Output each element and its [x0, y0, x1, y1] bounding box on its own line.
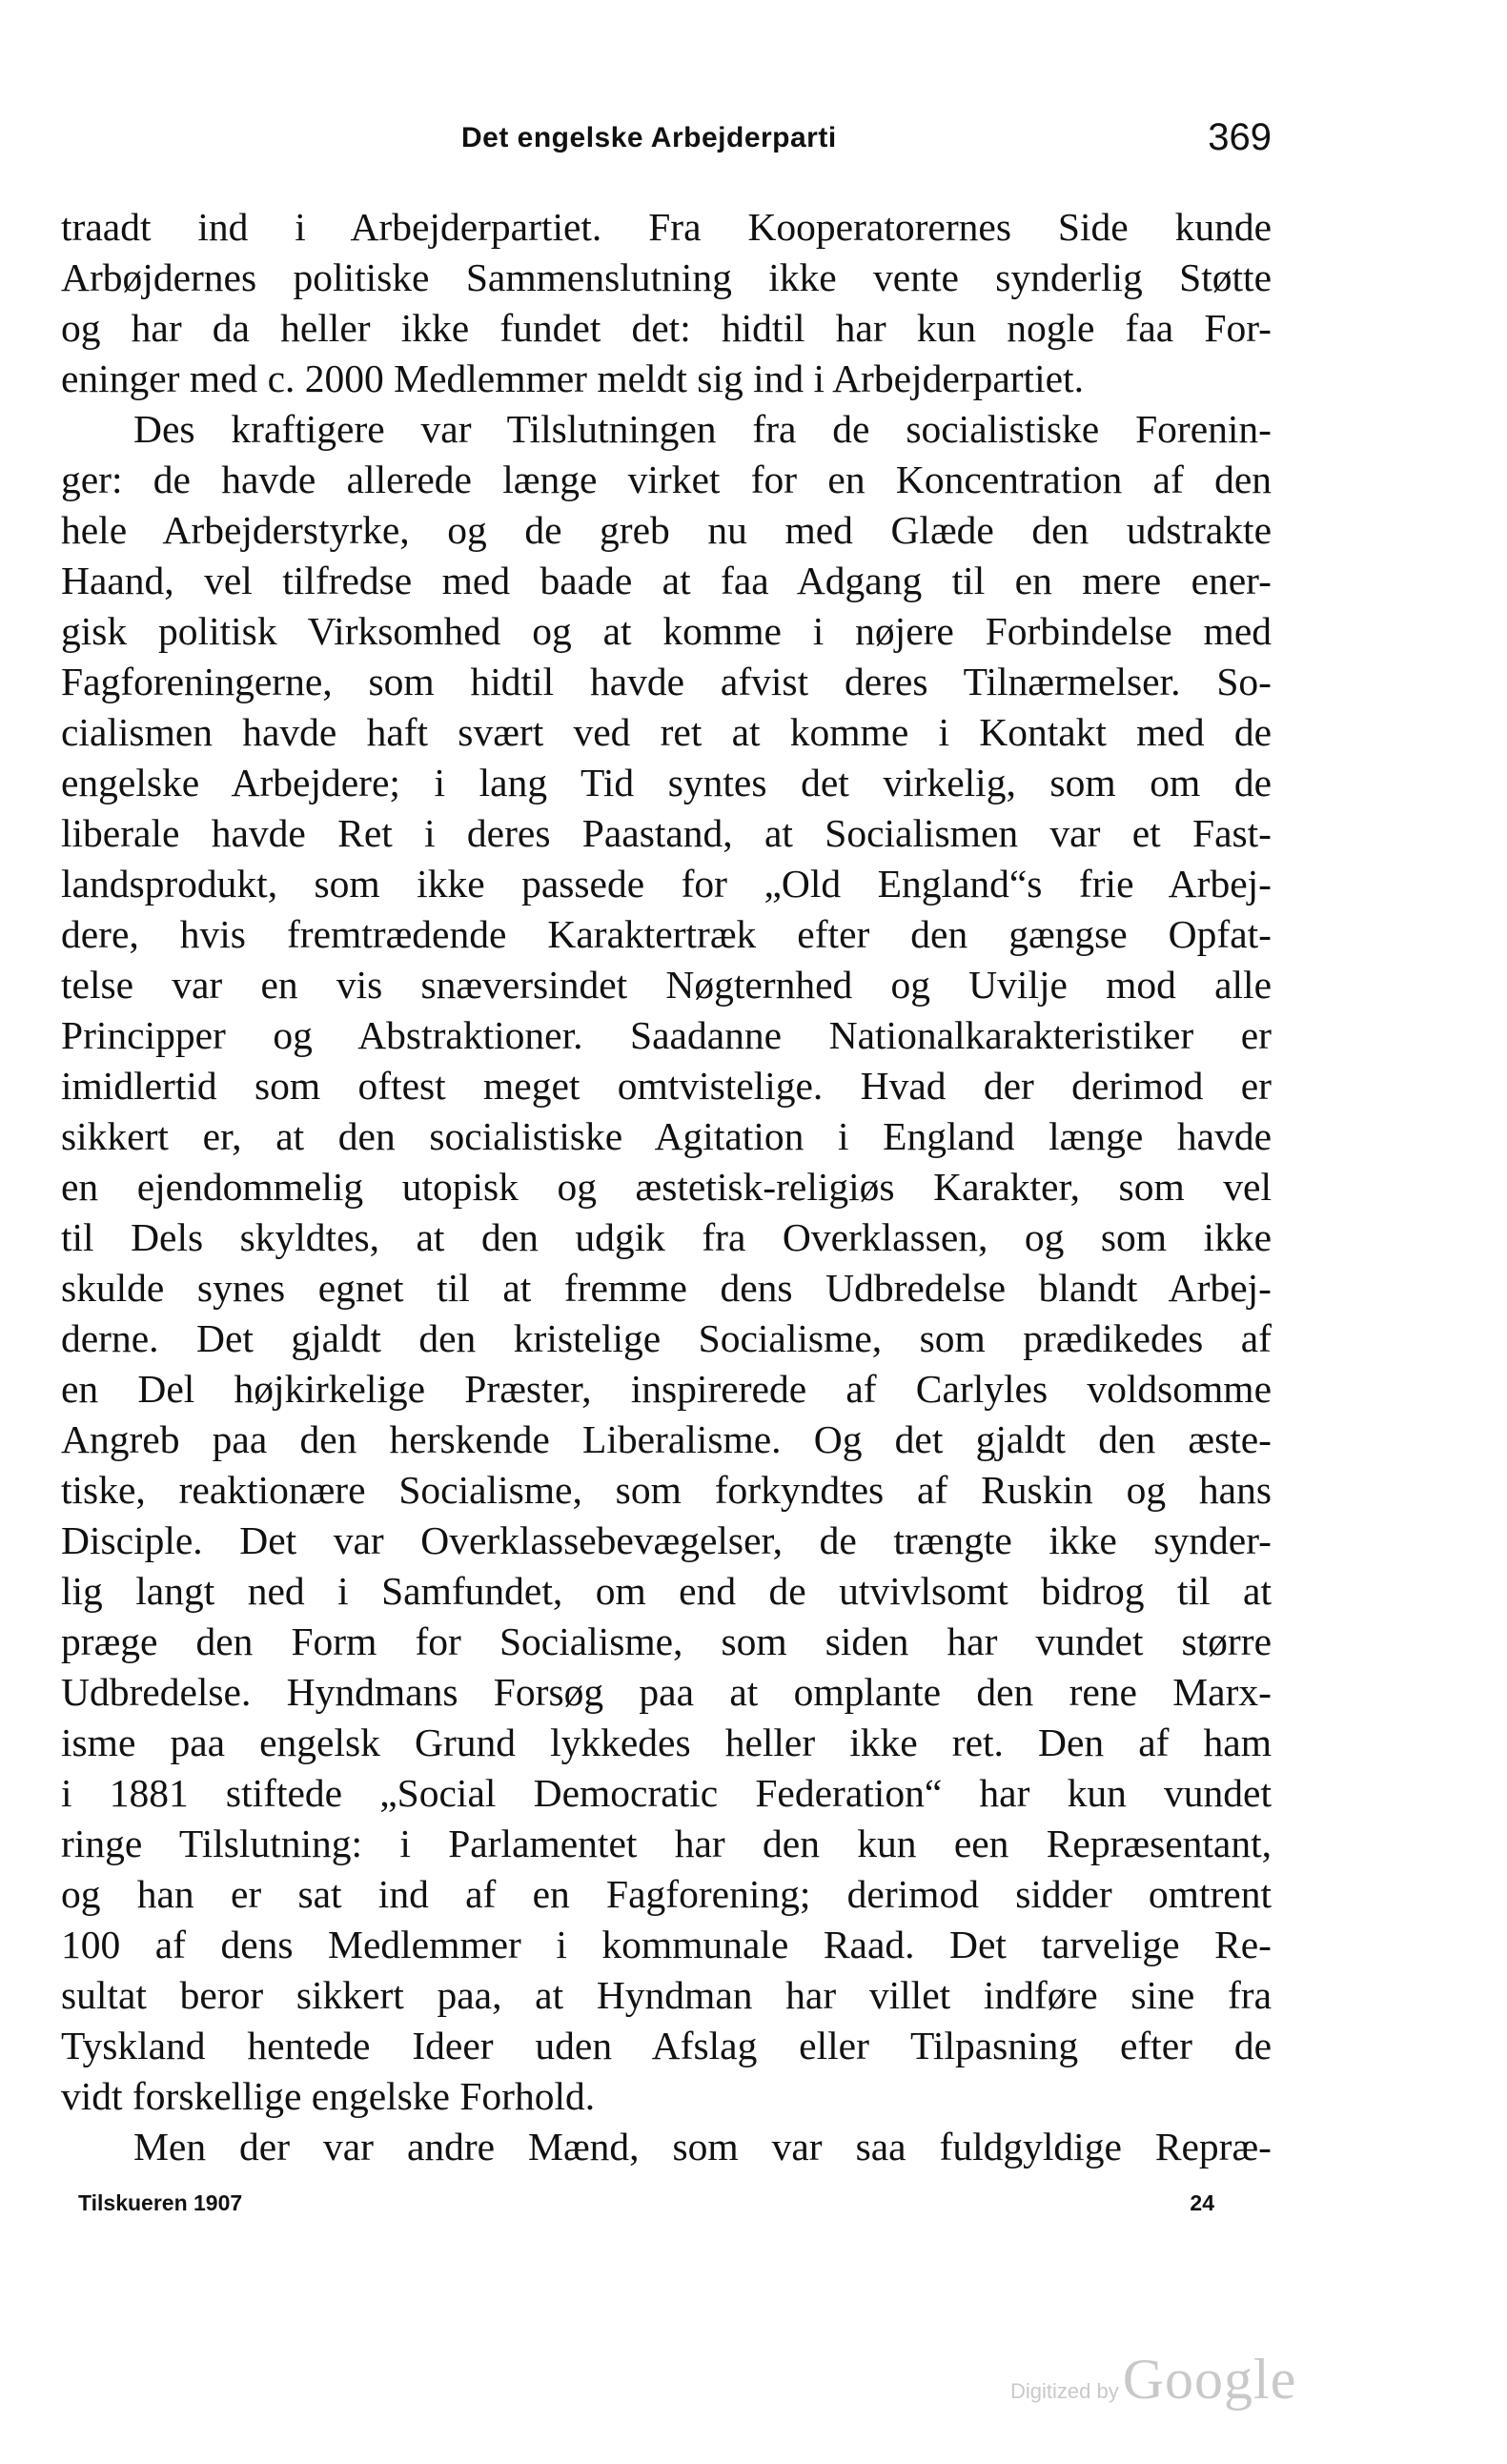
text-line: derne. Det gjaldt den kristelige Socialisme, som prædikedes af — [61, 1316, 1272, 1360]
text-line: Principper og Abstraktioner. Saadanne Nationalkarakteristiker er — [61, 1013, 1272, 1057]
running-head — [61, 112, 1272, 170]
page-number: 369 — [1208, 116, 1272, 158]
text-line: landsprodukt, som ikke passede for „Old England“s frie Arbej- — [61, 862, 1272, 906]
text-line: hele Arbejderstyrke, og de greb nu med Glæde den udstrakte — [61, 508, 1272, 552]
text-line: i 1881 stiftede „Social Democratic Federation“ har kun vundet — [61, 1771, 1272, 1815]
text-line: og har da heller ikke fundet det: hidtil har kun nogle faa For- — [61, 306, 1272, 350]
text-line: isme paa engelsk Grund lykkedes heller ikke ret. Den af ham — [61, 1721, 1272, 1764]
digitized-watermark — [1010, 2347, 1297, 2411]
text-line: vidt forskellige engelske Forhold. — [61, 2074, 596, 2118]
text-line: tiske, reaktionære Socialisme, som forkyndtes af Ruskin og hans — [61, 1468, 1272, 1512]
text-line: lig langt ned i Samfundet, om end de utvivlsomt bidrog til at — [61, 1569, 1272, 1613]
text-line: eninger med c. 2000 Medlemmer meldt sig ind i Arbejderpartiet. — [61, 356, 1084, 400]
text-line: sultat beror sikkert paa, at Hyndman har villet indføre sine fra — [61, 1973, 1272, 2017]
running-title: Det engelske Arbejderparti — [461, 122, 837, 153]
text-line: Des kraftigere var Tilslutningen fra de socialistiske Forenin- — [133, 407, 1272, 451]
text-line: skulde synes egnet til at fremme dens Udbredelse blandt Arbej- — [61, 1266, 1272, 1310]
watermark-prefix: Digitized by — [1010, 2379, 1119, 2403]
text-line: Tyskland hentede Ideer uden Afslag eller Tilpasning efter de — [61, 2024, 1272, 2067]
text-line: cialismen havde haft svært ved ret at komme i Kontakt med de — [61, 710, 1272, 754]
text-line: 100 af dens Medlemmer i kommunale Raad. Det tarvelige Re- — [61, 1923, 1272, 1966]
sheet-number: 24 — [1190, 2190, 1214, 2215]
text-line: dere, hvis fremtrædende Karaktertræk efter den gængse Opfat- — [61, 912, 1272, 956]
text-line: traadt ind i Arbejderpartiet. Fra Kooperatorernes Side kunde — [61, 205, 1272, 249]
text-line: telse var en vis snæversindet Nøgternhed og Uvilje mod alle — [61, 963, 1272, 1007]
text-line: Arbøjdernes politiske Sammenslutning ikke vente synderlig Støtte — [61, 255, 1272, 299]
text-line: og han er sat ind af en Fagforening; derimod sidder omtrent — [61, 1872, 1272, 1916]
text-line: Men der var andre Mænd, som var saa fuldgyldige Repræ- — [133, 2125, 1272, 2169]
text-line: Fagforeningerne, som hidtil havde afvist deres Tilnærmelser. So- — [61, 660, 1272, 703]
journal-signature: Tilskueren 1907 — [78, 2190, 243, 2215]
text-line: ringe Tilslutning: i Parlamentet har den kun een Repræsentant, — [61, 1822, 1272, 1865]
text-line: sikkert er, at den socialistiske Agitation i England længe havde — [61, 1114, 1272, 1158]
text-line: til Dels skyldtes, at den udgik fra Overklassen, og som ikke — [61, 1215, 1272, 1259]
text-line: ger: de havde allerede længe virket for en Koncentration af den — [61, 458, 1272, 501]
watermark-brand: Google — [1122, 2348, 1297, 2411]
text-line: en ejendommelig utopisk og æstetisk-religiøs Karakter, som vel — [61, 1165, 1272, 1209]
body-text — [61, 202, 1272, 2172]
text-line: præge den Form for Socialisme, som siden har vundet større — [61, 1619, 1272, 1663]
text-line: imidlertid som oftest meget omtvistelige. Hvad der derimod er — [61, 1064, 1272, 1108]
signature-line — [61, 2190, 1214, 2229]
text-line: Angreb paa den herskende Liberalisme. Og det gjaldt den æste- — [61, 1417, 1272, 1461]
text-line: gisk politisk Virksomhed og at komme i nøjere Forbindelse med — [61, 609, 1272, 653]
text-line: engelske Arbejdere; i lang Tid syntes det virkelig, som om de — [61, 761, 1272, 804]
text-line: liberale havde Ret i deres Paastand, at Socialismen var et Fast- — [61, 811, 1272, 855]
text-line: Udbredelse. Hyndmans Forsøg paa at omplante den rene Marx- — [61, 1670, 1272, 1714]
text-line: Disciple. Det var Overklassebevægelser, de trængte ikke synder- — [61, 1518, 1272, 1562]
text-line: Haand, vel tilfredse med baade at faa Adgang til en mere ener- — [61, 559, 1272, 602]
text-line: en Del højkirkelige Præster, inspirerede af Carlyles voldsomme — [61, 1367, 1272, 1411]
